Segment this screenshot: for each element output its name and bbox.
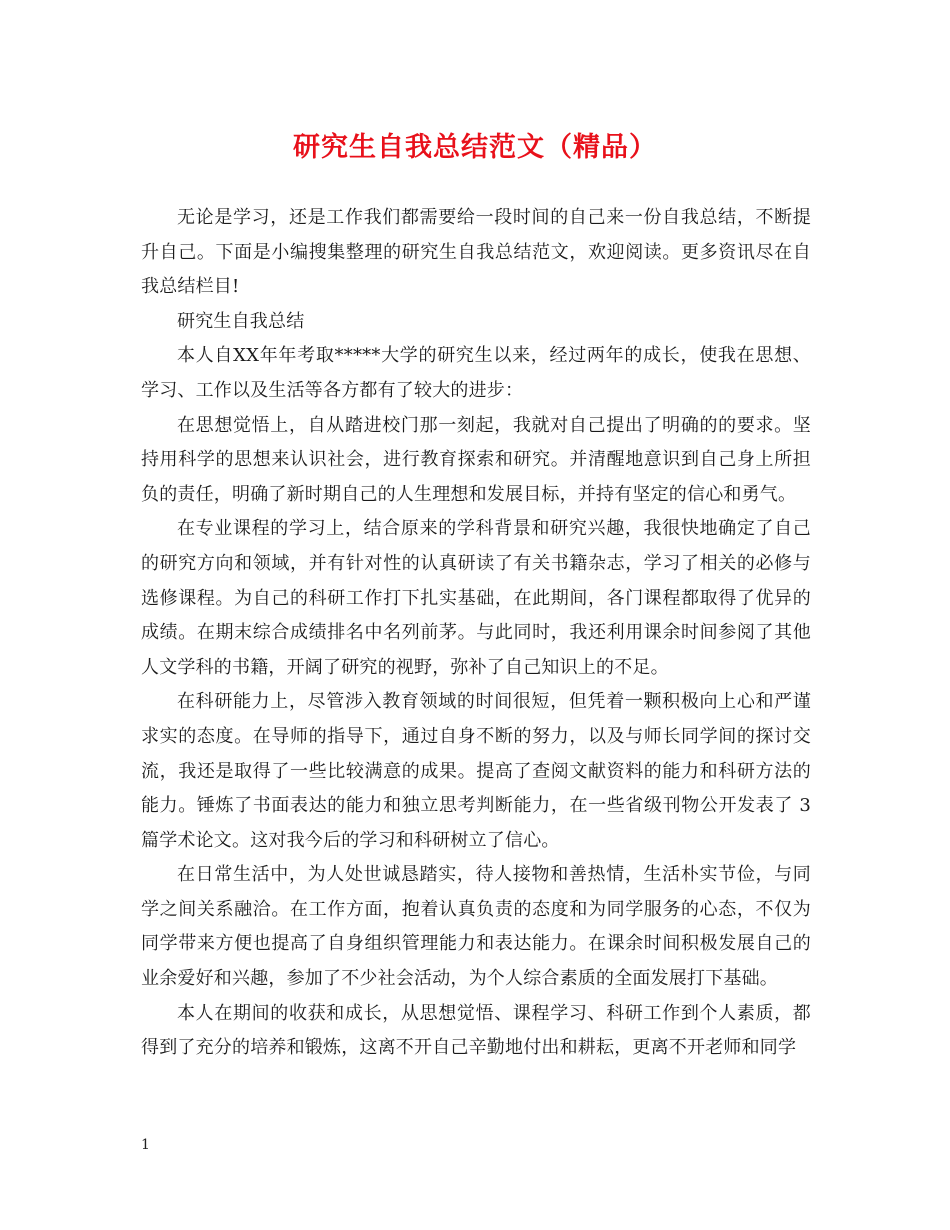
paragraph-intro: 无论是学习，还是工作我们都需要给一段时间的自己来一份自我总结，不断提升自己。下面是小编搜集整理的研究生自我总结范文，欢迎阅读。更多资讯尽在自我总结栏目! xyxy=(141,207,811,298)
document-body xyxy=(141,201,811,1066)
paragraph-research: 在科研能力上，尽管涉入教育领域的时间很短，但凭着一颗积极向上心和严谨求实的态度。在导师的指导下，通过自身不断的努力，以及与师长同学间的探讨交流，我还是取得了一些比较满意的成果。提高了查阅文献资料的能力和科研方法的能力。锤炼了书面表达的能力和独立思考判断能力，在一些省级刊物公开发表了 3 篇学术论文。这对我今后的学习和科研树立了信心。 xyxy=(141,691,811,851)
paragraph-coursework: 在专业课程的学习上，结合原来的学科背景和研究兴趣，我很快地确定了自己的研究方向和领域，并有针对性的认真研读了有关书籍杂志，学习了相关的必修与选修课程。为自己的科研工作打下扎实基础，在此期间，各门课程都取得了优异的成绩。在期末综合成绩排名中名列前茅。与此同时，我还利用课余时间参阅了其他人文学科的书籍，开阔了研究的视野，弥补了自己知识上的不足。 xyxy=(141,518,811,678)
page-number: 1 xyxy=(141,1137,150,1153)
paragraph-thought: 在思想觉悟上，自从踏进校门那一刻起，我就对自己提出了明确的的要求。坚持用科学的思想来认识社会，进行教育探索和研究。并清醒地意识到自己身上所担负的责任，明确了新时期自己的人生理想和发展目标，并持有坚定的信心和勇气。 xyxy=(141,414,811,505)
paragraph-heading: 研究生自我总结 xyxy=(177,310,305,332)
paragraph-opening: 本人自XX年年考取*****大学的研究生以来，经过两年的成长，使我在思想、学习、工作以及生活等各方都有了较大的进步： xyxy=(141,345,811,401)
paragraph-daily-life: 在日常生活中，为人处世诚恳踏实，待人接物和善热情，生活朴实节俭，与同学之间关系融洽。在工作方面，抱着认真负责的态度和为同学服务的心态，不仅为同学带来方便也提高了自身组织管理能力和表达能力。在课余时间积极发展自己的业余爱好和兴趣，参加了不少社会活动，为个人综合素质的全面发展打下基础。 xyxy=(141,864,811,990)
document-title: 研究生自我总结范文（精品） xyxy=(293,132,657,163)
paragraph-summary: 本人在期间的收获和成长，从思想觉悟、课程学习、科研工作到个人素质，都得到了充分的培养和锻炼，这离不开自己辛勤地付出和耕耘，更离不开老师和同学 xyxy=(141,1002,811,1059)
